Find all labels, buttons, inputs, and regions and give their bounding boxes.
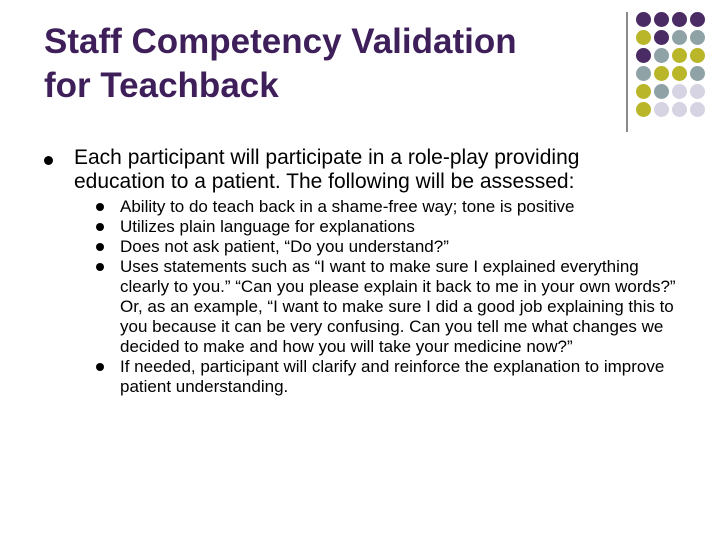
sub-bullet-text: Uses statements such as “I want to make sure I explained everything clearly to you.” “Can you please explain it back to me in your own words?” Or, as an example, “I want to make sure I did a good job explaining this to you because it can be very confusing. Can you tell me what changes we decided to make and how you will take your medicine now?” — [120, 257, 676, 356]
title-line-1: Staff Competency Validation — [44, 22, 517, 61]
decorative-dot — [654, 48, 669, 63]
slide-title — [44, 20, 604, 108]
sub-bullet-text: If needed, participant will clarify and reinforce the explanation to improve patient understanding. — [120, 357, 665, 396]
decorative-dot — [690, 102, 705, 117]
decorative-dot — [672, 30, 687, 45]
sub-bullet-text: Does not ask patient, “Do you understand?” — [120, 237, 449, 256]
decorative-dot — [636, 102, 651, 117]
sub-bullet-item — [96, 357, 676, 397]
decorative-dot-grid — [636, 12, 705, 117]
bullet-dot-icon — [96, 243, 104, 251]
bullet-dot-icon — [96, 203, 104, 211]
decorative-dot — [690, 66, 705, 81]
sub-bullet-list — [96, 197, 676, 397]
decorative-dot — [672, 12, 687, 27]
decorative-dot — [690, 12, 705, 27]
main-bullet-text: Each participant will participate in a role-play providing education to a patient. The following will be assessed: — [74, 146, 580, 193]
bullet-dot-icon — [96, 363, 104, 371]
sub-bullet-text: Utilizes plain language for explanations — [120, 217, 415, 236]
bullet-dot-icon — [96, 263, 104, 271]
decorative-dot — [672, 48, 687, 63]
decorative-dot — [672, 84, 687, 99]
sub-bullet-item — [96, 257, 676, 357]
decorative-dot — [654, 84, 669, 99]
sub-bullet-item — [96, 197, 676, 217]
decorative-dot — [672, 102, 687, 117]
bullet-dot-icon — [96, 223, 104, 231]
decorative-dot — [690, 84, 705, 99]
decorative-dot — [654, 30, 669, 45]
main-bullet — [44, 146, 684, 194]
decorative-dot — [654, 66, 669, 81]
sub-bullet-item — [96, 217, 676, 237]
decorative-dot — [654, 12, 669, 27]
decorative-dot — [636, 84, 651, 99]
decorative-dot — [690, 48, 705, 63]
decorative-dot — [636, 48, 651, 63]
divider-line — [626, 12, 628, 132]
bullet-dot-icon — [44, 156, 53, 165]
sub-bullet-item — [96, 237, 676, 257]
sub-bullet-text: Ability to do teach back in a shame-free way; tone is positive — [120, 197, 575, 216]
decorative-dot — [636, 66, 651, 81]
decorative-dot — [636, 12, 651, 27]
decorative-dot — [690, 30, 705, 45]
decorative-dot — [672, 66, 687, 81]
decorative-dot — [636, 30, 651, 45]
title-line-2: for Teachback — [44, 66, 279, 105]
decorative-dot — [654, 102, 669, 117]
